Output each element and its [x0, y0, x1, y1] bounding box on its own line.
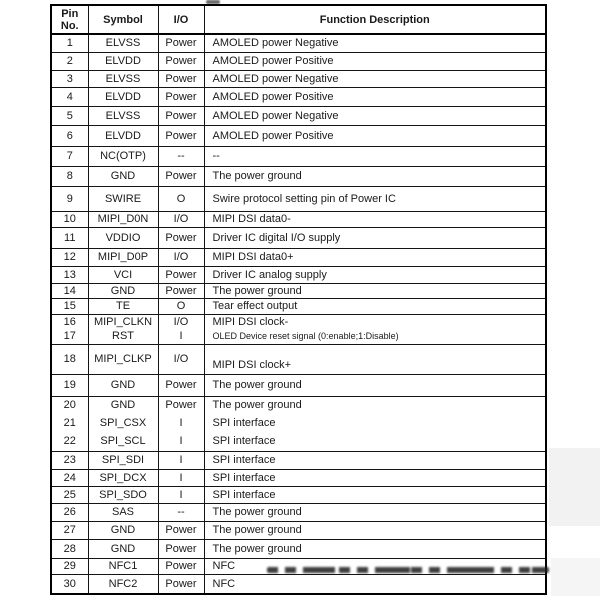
desc-cell: Driver IC digital I/O supply: [204, 227, 546, 248]
symbol-cell: VDDIO: [88, 227, 158, 248]
table-row: [51, 186, 546, 211]
cell-line: I: [179, 329, 183, 342]
symbol-cell: MIPI_D0N: [88, 211, 158, 227]
table-row: [51, 344, 546, 374]
symbol-cell: SPI_SDO: [88, 486, 158, 503]
pin-cell: 3: [51, 70, 88, 87]
io-cell: Power: [158, 283, 204, 298]
pin-cell: 27: [51, 521, 88, 539]
pin-cell: 18: [51, 344, 88, 374]
desc-cell: MIPI DSI data0+: [204, 248, 546, 266]
table-row: [51, 106, 546, 125]
table-row: [51, 469, 546, 486]
desc-cell: AMOLED power Positive: [204, 87, 546, 106]
table-row: [51, 314, 546, 344]
table-row: [51, 70, 546, 87]
pin-cell: 15: [51, 298, 88, 314]
table-row: [51, 146, 546, 166]
io-cell: Power: [158, 227, 204, 248]
cell-line: RST: [112, 329, 134, 342]
table-row: [51, 87, 546, 106]
pin-cell: [51, 396, 88, 451]
header-row: [51, 5, 546, 34]
table-row: [51, 396, 546, 451]
cell-line: SPI interface: [212, 434, 276, 447]
desc-cell: The power ground: [204, 503, 546, 521]
desc-cell: [204, 396, 546, 451]
desc-cell: --: [204, 146, 546, 166]
io-cell: Power: [158, 539, 204, 558]
cell-line: I/O: [173, 315, 189, 328]
table-row: [51, 486, 546, 503]
symbol-cell: SPI_SDI: [88, 451, 158, 469]
cell-line: 21: [63, 416, 76, 429]
table-row: [51, 34, 546, 52]
io-cell: O: [158, 298, 204, 314]
cell-line-group: [213, 315, 546, 343]
col-header-io: I/O: [158, 5, 204, 34]
desc-cell: The power ground: [204, 283, 546, 298]
desc-cell: AMOLED power Negative: [204, 70, 546, 87]
cell-line: SPI_SCL: [100, 434, 146, 447]
desc-cell: The power ground: [204, 374, 546, 396]
cell-line: I: [179, 434, 183, 447]
desc-cell: MIPI DSI clock+: [204, 344, 546, 374]
io-cell: Power: [158, 34, 204, 52]
io-cell: Power: [158, 521, 204, 539]
pin-cell: 25: [51, 486, 88, 503]
desc-cell: AMOLED power Positive: [204, 125, 546, 146]
desc-cell: SPI interface: [204, 486, 546, 503]
cell-line: 16: [63, 315, 76, 328]
cell-line-group: [89, 397, 158, 450]
symbol-cell: GND: [88, 539, 158, 558]
cell-line: The power ground: [212, 399, 302, 412]
symbol-cell: GND: [88, 521, 158, 539]
table-row: [51, 125, 546, 146]
pin-cell: 7: [51, 146, 88, 166]
col-header-pin-no: [51, 5, 88, 34]
cell-line: MIPI_CLKN: [93, 315, 153, 328]
cell-line: MIPI DSI clock-: [212, 315, 289, 328]
io-cell: Power: [158, 374, 204, 396]
table-row: [51, 283, 546, 298]
io-cell: Power: [158, 125, 204, 146]
symbol-cell: NFC1: [88, 558, 158, 574]
table-row: [51, 574, 546, 594]
pin-cell: 19: [51, 374, 88, 396]
pin-cell: 26: [51, 503, 88, 521]
cell-line-group: [213, 397, 546, 450]
desc-cell: SPI interface: [204, 451, 546, 469]
symbol-cell: SAS: [88, 503, 158, 521]
io-cell: --: [158, 146, 204, 166]
pin-cell: [51, 314, 88, 344]
desc-cell: Tear effect output: [204, 298, 546, 314]
io-cell: Power: [158, 87, 204, 106]
pin-cell: 6: [51, 125, 88, 146]
scan-shadow: [549, 448, 600, 526]
symbol-cell: SPI_DCX: [88, 469, 158, 486]
pin-cell: 10: [51, 211, 88, 227]
symbol-cell: NC(OTP): [88, 146, 158, 166]
symbol-cell: ELVDD: [88, 87, 158, 106]
table-row: [51, 503, 546, 521]
desc-cell: SPI interface: [204, 469, 546, 486]
pin-cell: 12: [51, 248, 88, 266]
table-row: [51, 166, 546, 186]
cell-line-group: [52, 315, 88, 343]
pin-cell: 30: [51, 574, 88, 594]
scan-shadow: [551, 558, 600, 596]
io-cell: Power: [158, 70, 204, 87]
symbol-cell: [88, 396, 158, 451]
cell-line: I: [179, 416, 183, 429]
desc-cell: The power ground: [204, 539, 546, 558]
desc-cell: The power ground: [204, 521, 546, 539]
pin-cell: 29: [51, 558, 88, 574]
pin-cell: 2: [51, 52, 88, 70]
io-cell: O: [158, 186, 204, 211]
blurred-watermark: [267, 567, 549, 573]
desc-cell: Driver IC analog supply: [204, 266, 546, 283]
cell-line-group: [89, 315, 158, 343]
table-row: [51, 451, 546, 469]
io-cell: Power: [158, 266, 204, 283]
symbol-cell: GND: [88, 166, 158, 186]
pin-cell: 1: [51, 34, 88, 52]
symbol-cell: TE: [88, 298, 158, 314]
desc-cell: Swire protocol setting pin of Power IC: [204, 186, 546, 211]
pin-cell: 8: [51, 166, 88, 186]
symbol-cell: [88, 314, 158, 344]
col-header-symbol: Symbol: [88, 5, 158, 34]
symbol-cell: ELVSS: [88, 70, 158, 87]
col-header-pin-no-line1: Pin: [61, 7, 79, 20]
desc-cell: NFC: [204, 558, 546, 574]
desc-cell: The power ground: [204, 166, 546, 186]
io-cell: --: [158, 503, 204, 521]
desc-cell: MIPI DSI data0-: [204, 211, 546, 227]
col-header-function-description: Function Description: [204, 5, 546, 34]
io-cell: I: [158, 469, 204, 486]
symbol-cell: ELVSS: [88, 106, 158, 125]
pin-cell: 23: [51, 451, 88, 469]
pin-cell: 5: [51, 106, 88, 125]
symbol-cell: MIPI_CLKP: [88, 344, 158, 374]
table-row: [51, 521, 546, 539]
cell-line-group: [159, 397, 204, 450]
pin-cell: 13: [51, 266, 88, 283]
pin-cell: 9: [51, 186, 88, 211]
desc-cell: AMOLED power Negative: [204, 106, 546, 125]
cell-line: GND: [110, 399, 136, 412]
symbol-cell: ELVDD: [88, 52, 158, 70]
table-row: [51, 266, 546, 283]
io-cell: Power: [158, 558, 204, 574]
col-header-pin-no-line2: No.: [60, 19, 79, 32]
cell-line: 20: [63, 399, 76, 412]
cell-line: Power: [165, 399, 197, 412]
symbol-cell: ELVSS: [88, 34, 158, 52]
table-row: [51, 211, 546, 227]
table-row: [51, 227, 546, 248]
table-row: [51, 298, 546, 314]
io-cell: I/O: [158, 344, 204, 374]
desc-cell: NFC: [204, 574, 546, 594]
cell-line-group: [159, 315, 204, 343]
desc-cell: AMOLED power Positive: [204, 52, 546, 70]
io-cell: I/O: [158, 248, 204, 266]
table-row: [51, 539, 546, 558]
symbol-cell: ELVDD: [88, 125, 158, 146]
desc-cell: AMOLED power Negative: [204, 34, 546, 52]
pin-cell: 28: [51, 539, 88, 558]
cell-line: 17: [63, 329, 76, 342]
cell-line: SPI interface: [212, 416, 276, 429]
io-cell: I/O: [158, 211, 204, 227]
io-cell: Power: [158, 52, 204, 70]
io-cell: Power: [158, 106, 204, 125]
symbol-cell: MIPI_D0P: [88, 248, 158, 266]
cell-line: SPI_CSX: [99, 416, 147, 429]
io-cell: Power: [158, 166, 204, 186]
io-cell: Power: [158, 574, 204, 594]
desc-cell: [204, 314, 546, 344]
table-row: [51, 52, 546, 70]
table-row: [51, 374, 546, 396]
symbol-cell: NFC2: [88, 574, 158, 594]
pin-cell: 24: [51, 469, 88, 486]
io-cell: [158, 314, 204, 344]
io-cell: I: [158, 486, 204, 503]
symbol-cell: GND: [88, 283, 158, 298]
cell-line: OLED Device reset signal (0:enable;1:Disable): [212, 330, 399, 341]
symbol-cell: SWIRE: [88, 186, 158, 211]
cell-line-group: [52, 397, 88, 450]
symbol-cell: VCI: [88, 266, 158, 283]
pin-cell: 14: [51, 283, 88, 298]
symbol-cell: GND: [88, 374, 158, 396]
io-cell: [158, 396, 204, 451]
pin-cell: 11: [51, 227, 88, 248]
pin-cell: 4: [51, 87, 88, 106]
cell-line: 22: [63, 434, 76, 447]
pin-function-table: [50, 4, 547, 595]
table-row: [51, 248, 546, 266]
io-cell: I: [158, 451, 204, 469]
